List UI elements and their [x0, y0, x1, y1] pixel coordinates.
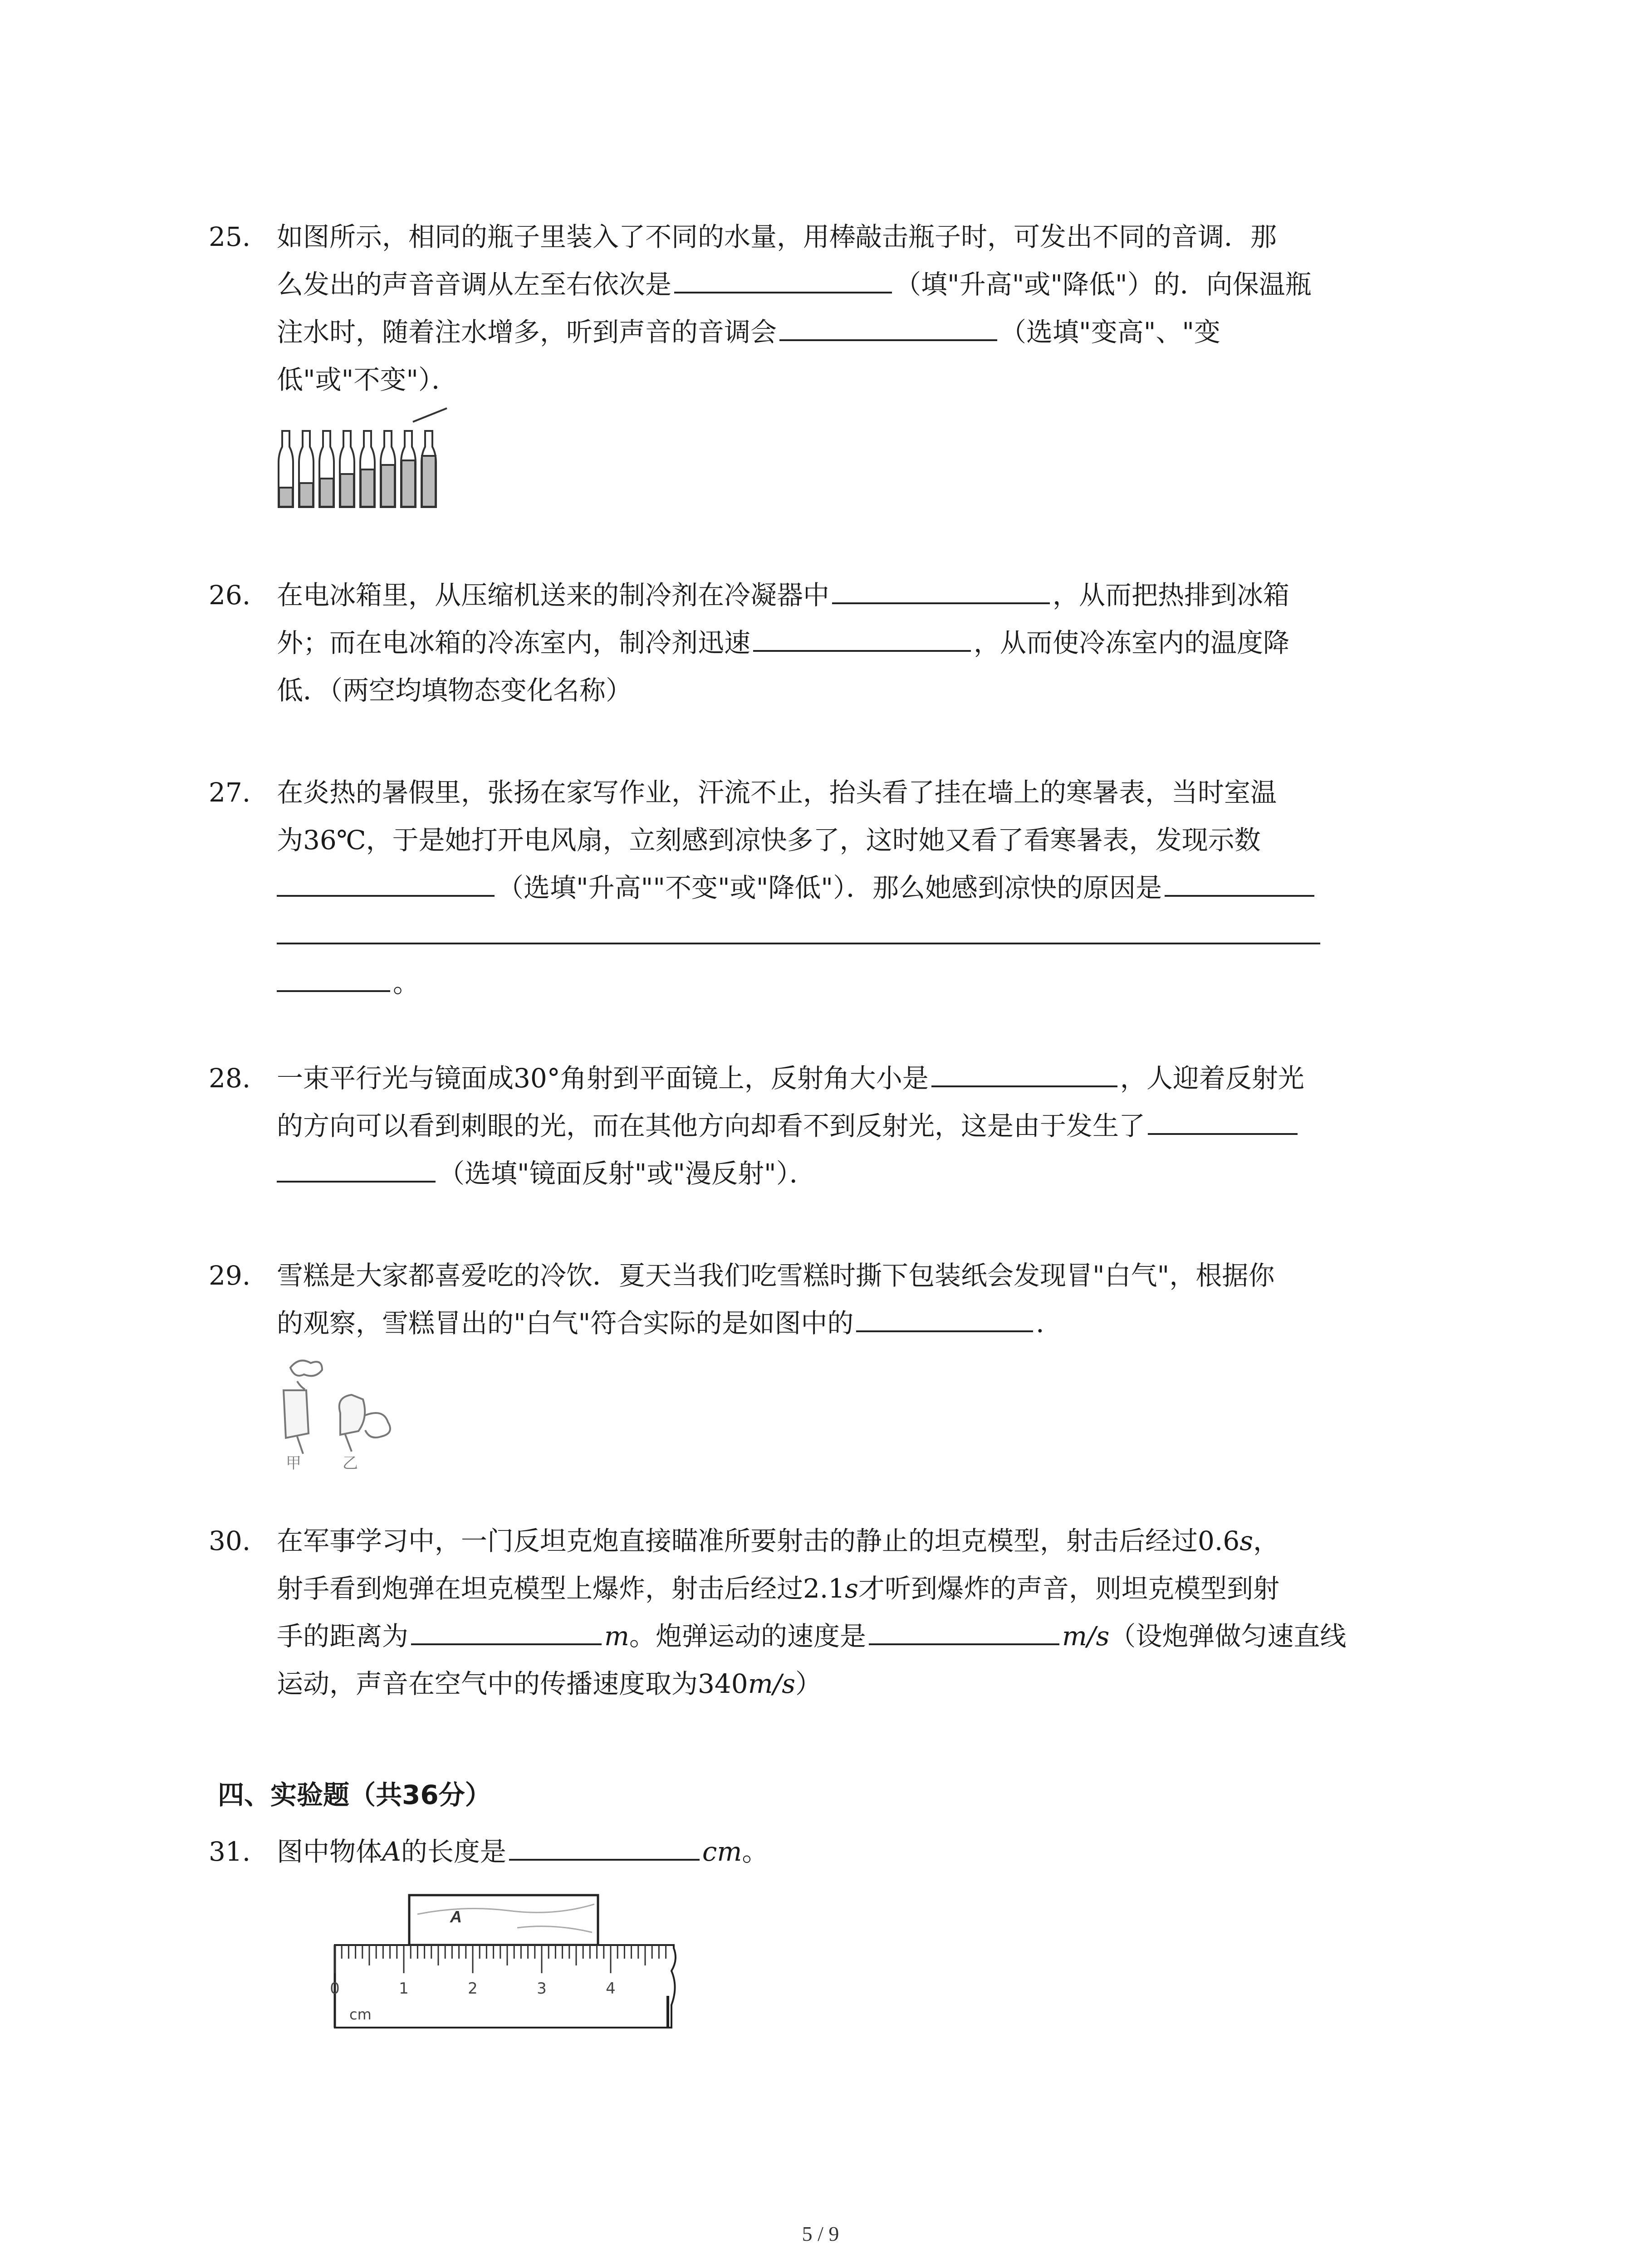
ruler-label-3: 3	[537, 1980, 547, 1998]
question-number: 27.	[209, 777, 251, 808]
answer-blank[interactable]	[753, 621, 971, 652]
question-text: 么发出的声音音调从左至右依次是 （填"升高"或"降低"）的．向保温瓶	[277, 261, 1312, 308]
question-text: 雪糕是大家都喜爱吃的冷饮．夏天当我们吃雪糕时撕下包装纸会发现冒"白气"，根据你	[277, 1260, 1275, 1291]
question-text: 射手看到炮弹在坦克模型上爆炸，射击后经过2.1s才听到爆炸的声音，则坦克模型到射	[277, 1573, 1280, 1604]
bottle-icon	[319, 431, 334, 507]
bottle-icon	[360, 431, 375, 507]
object-label: A	[450, 1907, 462, 1926]
question-text: 低．（两空均填物态变化名称）	[277, 675, 632, 706]
question-text: 在电冰箱里，从压缩机送来的制冷剂在冷凝器中 ，从而把热排到冰箱	[277, 572, 1289, 619]
question-text: 图中物体A的长度是 cm。	[277, 1828, 768, 1876]
question-text: 如图所示，相同的瓶子里装入了不同的水量，用棒敲击瓶子时，可发出不同的音调．那	[277, 221, 1277, 252]
ruler-label-2: 2	[468, 1980, 478, 1998]
answer-blank[interactable]	[1165, 866, 1314, 897]
question-text: 手的距离为 m。炮弹运动的速度是 m/s（设炮弹做匀速直线	[277, 1613, 1346, 1660]
figure-label-yi: 乙	[343, 1454, 358, 1472]
ruler-label-0: 0	[330, 1980, 340, 1998]
bottles-figure	[277, 404, 476, 513]
section-heading: 四、实验题（共36分）	[218, 1779, 491, 1810]
question-text: 的方向可以看到刺眼的光，而在其他方向却看不到反射光，这是由于发生了	[277, 1102, 1300, 1150]
answer-blank[interactable]	[832, 573, 1050, 604]
question-text: 注水时，随着注水增多，听到声音的音调会 （选填"变高"、"变	[277, 308, 1220, 356]
question-text: 在军事学习中，一门反坦克炮直接瞄准所要射击的静止的坦克模型，射击后经过0.6s，	[277, 1525, 1280, 1556]
ruler-label-4: 4	[606, 1980, 616, 1998]
answer-blank[interactable]	[1148, 1104, 1298, 1135]
ice-cream-figure	[272, 1354, 408, 1472]
ruler-unit: cm	[349, 2006, 372, 2023]
question-text: 运动，声音在空气中的传播速度取为340m/s）	[277, 1668, 822, 1699]
answer-blank[interactable]	[277, 961, 390, 992]
bottle-icon	[421, 431, 436, 507]
bottle-icon	[340, 431, 354, 507]
figure-label-jia: 甲	[286, 1454, 301, 1472]
answer-blank[interactable]	[869, 1614, 1059, 1645]
answer-blank[interactable]	[779, 310, 997, 341]
ruler-label-1: 1	[399, 1980, 409, 1998]
question-number: 28.	[209, 1063, 251, 1094]
bottle-icon	[279, 431, 293, 507]
question-number: 25.	[209, 221, 251, 252]
question-text: 。	[277, 959, 419, 1007]
question-text: 的观察，雪糕冒出的"白气"符合实际的是如图中的 ．	[277, 1300, 1062, 1347]
question-number: 31.	[209, 1836, 251, 1867]
answer-blank[interactable]	[411, 1614, 602, 1645]
question-number: 30.	[209, 1525, 251, 1556]
answer-blank[interactable]	[509, 1830, 700, 1861]
question-text: 低"或"不变"）．	[277, 364, 458, 395]
question-number: 29.	[209, 1260, 251, 1291]
question-text: 在炎热的暑假里，张扬在家写作业，汗流不止，抬头看了挂在墙上的寒暑表，当时室温	[277, 777, 1277, 808]
bottle-icon	[381, 431, 395, 507]
answer-blank[interactable]	[277, 1152, 436, 1183]
bottle-icon	[401, 431, 416, 507]
bottle-icon	[299, 431, 314, 507]
answer-blank[interactable]	[277, 866, 495, 897]
answer-blank[interactable]	[931, 1056, 1117, 1087]
answer-blank[interactable]	[277, 914, 1320, 944]
question-text: 为36℃，于是她打开电风扇，立刻感到凉快多了，这时她又看了看寒暑表，发现示数	[277, 825, 1261, 855]
question-text: 外；而在电冰箱的冷冻室内，制冷剂迅速 ，从而使冷冻室内的温度降	[277, 619, 1289, 667]
answer-blank[interactable]	[856, 1301, 1033, 1332]
question-text: （选填"镜面反射"或"漫反射"）．	[277, 1150, 816, 1198]
answer-blank[interactable]	[674, 263, 892, 293]
answer-line[interactable]	[277, 912, 1323, 959]
question-number: 26.	[209, 580, 251, 611]
ruler-figure	[327, 1892, 690, 2046]
question-text: 一束平行光与镜面成30°角射到平面镜上，反射角大小是 ，人迎着反射光	[277, 1055, 1304, 1102]
page-number: 5 / 9	[802, 2222, 839, 2245]
question-text: （选填"升高""不变"或"降低"）．那么她感到凉快的原因是	[277, 864, 1317, 912]
